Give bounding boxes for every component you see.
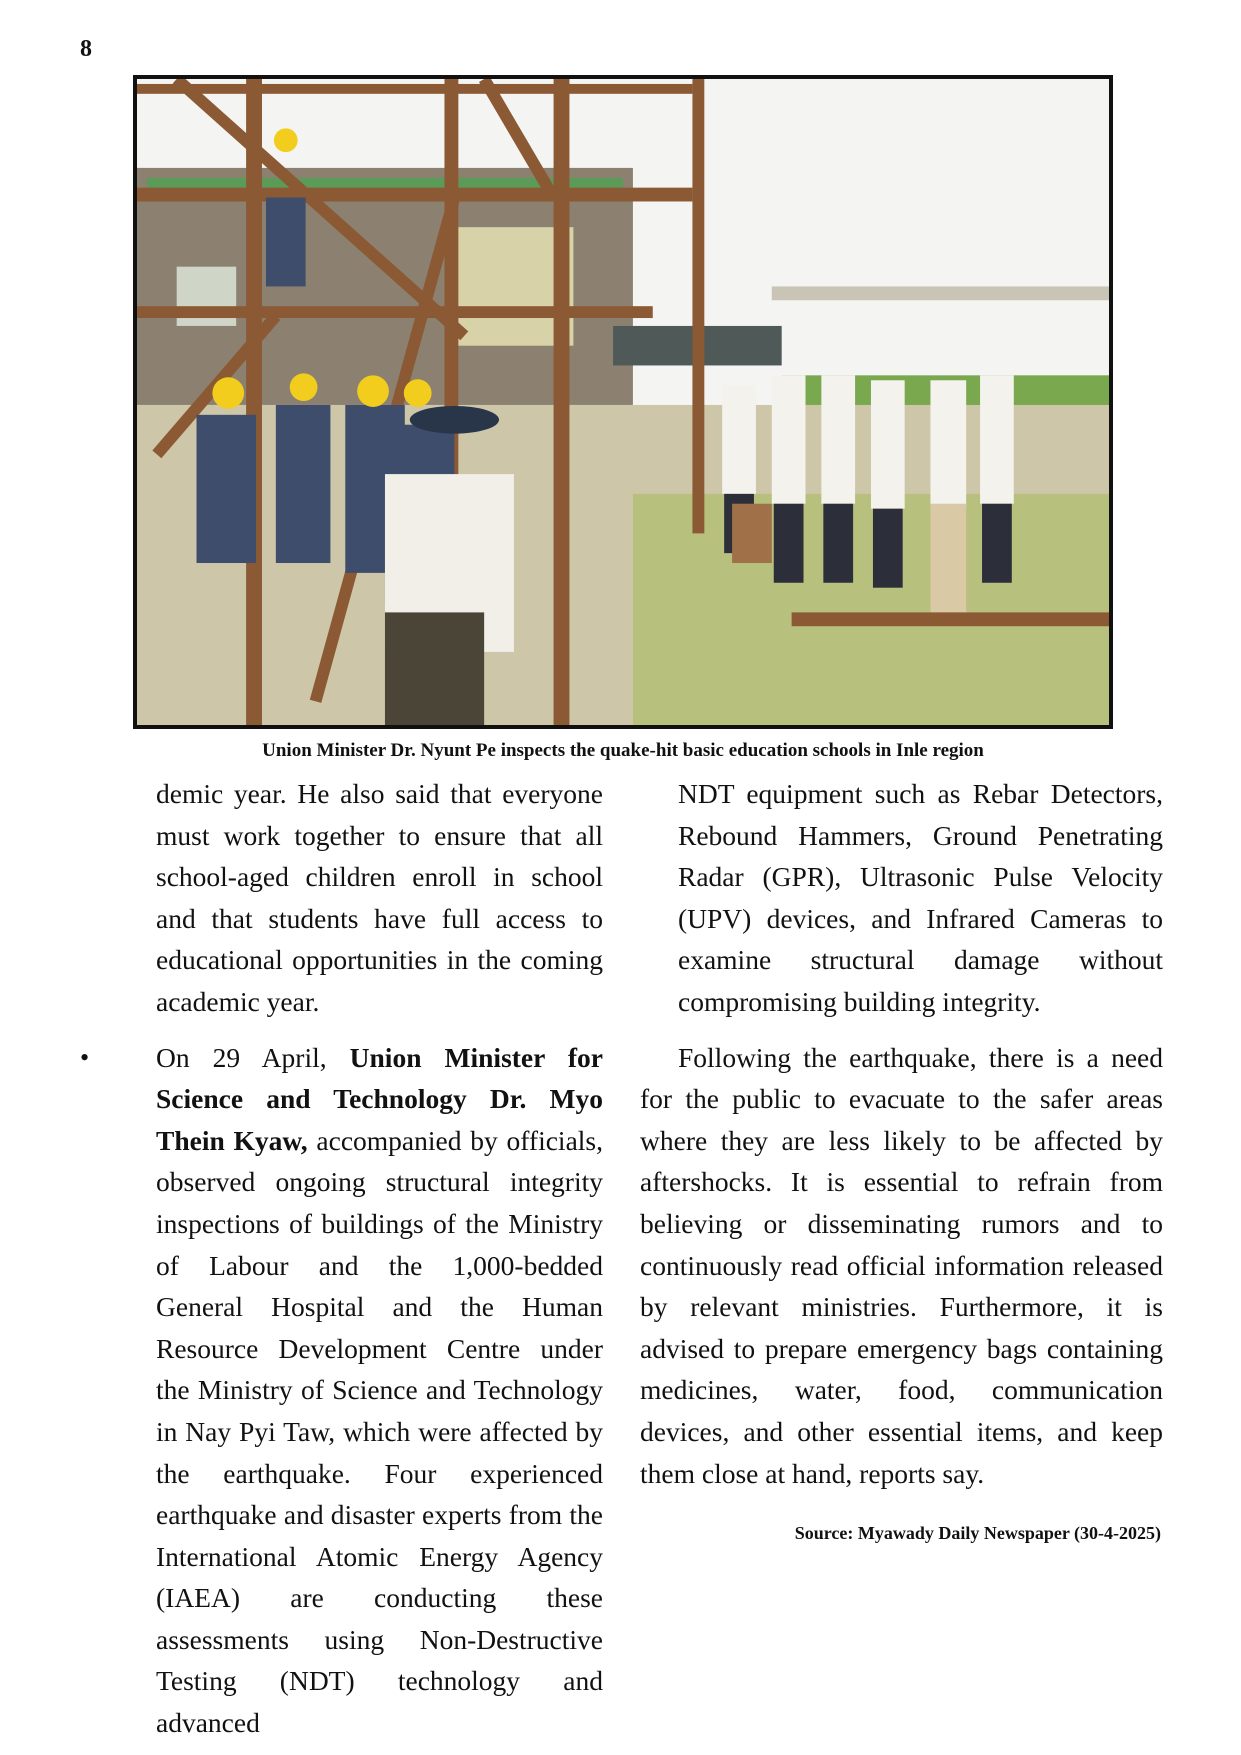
source-credit: Source: Myawady Daily Newspaper (30-4-2025) xyxy=(794,1523,1161,1543)
photo-caption: Union Minister Dr. Nyunt Pe inspects the quake-hit basic education schools in Inle region xyxy=(262,740,984,761)
advisory-paragraph: Following the earthquake, there is a need for the public to evacuate to the safer areas where they are less likely to be affected by aftershocks. It is essential to refrain from believing or disseminating rumors and to continuously read official information released by relevant ministries. Furthermore, it is advised to prepare emergency bags containing medicines, water, food, communication devices, and other essential items, and keep them close at hand, reports say. xyxy=(640,1041,1163,1489)
right-column xyxy=(640,773,1163,1494)
photo-illustration xyxy=(137,79,1109,725)
left-continued-paragraph: demic year. He also said that everyone must work together to ensure that all school-aged children enroll in school and that students have full access to educational opportunities in the coming academic year. xyxy=(156,778,603,1017)
bullet-item xyxy=(80,1037,604,1744)
news-photo xyxy=(133,75,1113,729)
right-continued-paragraph: NDT equipment such as Rebar Detectors, Rebound Hammers, Ground Penetrating Radar (GPR), Ultrasonic Pulse Velocity (UPV) devices, and Infrared Cameras to examine structural damage without compromising building integrity. xyxy=(678,778,1163,1017)
left-column xyxy=(80,773,604,1744)
bullet-body: accompanied by officials, observed ongoing structural integrity inspections of buildings of the Ministry of Labour and the 1,000-bedded General Hospital and the Human Resource Development Centre under the Ministry of Science and Technology in Nay Pyi Taw, which were affected by the earthquake. Four experienced earthquake and disaster experts from the International Atomic Energy Agency (IAEA) are conducting these assessments using Non-Destructive Testing (NDT) technology and advanced xyxy=(156,1124,603,1739)
bullet-lead: On 29 April, xyxy=(156,1041,327,1073)
bullet-icon: • xyxy=(80,1042,90,1072)
page-number: 8 xyxy=(80,36,92,62)
bullet-minister-name: Union Minister for Science and Technology Dr. Myo Thein Kyaw, xyxy=(156,1041,604,1156)
